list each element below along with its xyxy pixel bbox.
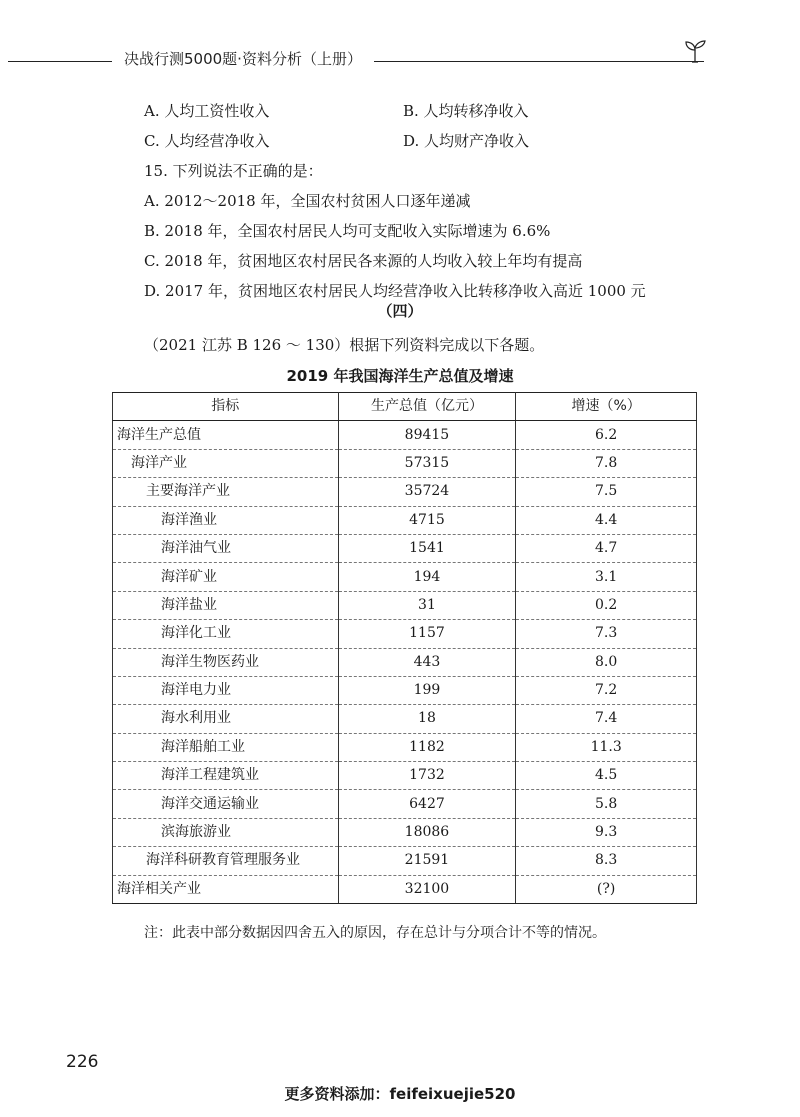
table-row — [113, 506, 697, 534]
row-growth-rate: 5.8 — [516, 790, 697, 818]
table-row — [113, 563, 697, 591]
row-growth-rate: 8.3 — [516, 847, 697, 875]
table-row — [113, 648, 697, 676]
row-output-value: 35724 — [338, 478, 516, 506]
options-row-cd — [144, 126, 704, 156]
option-b: B. 人均转移净收入 — [403, 102, 529, 120]
row-growth-rate: 3.1 — [516, 563, 697, 591]
table-header-row — [113, 393, 697, 421]
table-row — [113, 534, 697, 562]
row-indicator: 海洋生产总值 — [113, 421, 339, 449]
page-header — [0, 38, 800, 78]
option-d: D. 人均财产净收入 — [403, 132, 530, 150]
section-intro: （2021 江苏 B 126 ～ 130）根据下列资料完成以下各题。 — [144, 336, 545, 354]
row-growth-rate: 7.8 — [516, 449, 697, 477]
row-indicator: 海洋交通运输业 — [113, 790, 339, 818]
row-growth-rate: 9.3 — [516, 818, 697, 846]
row-growth-rate: 4.7 — [516, 534, 697, 562]
question-15-option-d: D. 2017 年，贫困地区农村居民人均经营净收入比转移净收入高近 1000 元 — [144, 282, 646, 300]
row-indicator: 海洋化工业 — [113, 620, 339, 648]
question-15-option-a: A. 2012～2018 年，全国农村贫困人口逐年递减 — [144, 192, 471, 210]
row-indicator: 海洋矿业 — [113, 563, 339, 591]
header-growth: 增速（%） — [516, 393, 697, 421]
row-indicator: 海洋油气业 — [113, 534, 339, 562]
row-indicator: 海洋生物医药业 — [113, 648, 339, 676]
question-15-option-c: C. 2018 年，贫困地区农村居民各来源的人均收入较上年均有提高 — [144, 252, 583, 270]
table-row — [113, 591, 697, 619]
row-output-value: 194 — [338, 563, 516, 591]
options-row-ab — [144, 96, 704, 126]
row-indicator: 海洋产业 — [113, 449, 339, 477]
row-growth-rate: 6.2 — [516, 421, 697, 449]
row-growth-rate: 7.3 — [516, 620, 697, 648]
table-row — [113, 875, 697, 903]
row-indicator: 海洋盐业 — [113, 591, 339, 619]
row-indicator: 海洋相关产业 — [113, 875, 339, 903]
row-growth-rate: 7.4 — [516, 705, 697, 733]
row-output-value: 443 — [338, 648, 516, 676]
question-15-option-b: B. 2018 年，全国农村居民人均可支配收入实际增速为 6.6% — [144, 222, 551, 240]
row-output-value: 57315 — [338, 449, 516, 477]
row-growth-rate: 7.2 — [516, 676, 697, 704]
table-row — [113, 478, 697, 506]
table-row — [113, 676, 697, 704]
table-row — [113, 620, 697, 648]
section-title: （四） — [377, 302, 423, 320]
table-row — [113, 733, 697, 761]
row-indicator: 主要海洋产业 — [113, 478, 339, 506]
row-indicator: 海洋船舶工业 — [113, 733, 339, 761]
row-growth-rate: 4.4 — [516, 506, 697, 534]
row-indicator: 海水利用业 — [113, 705, 339, 733]
row-output-value: 31 — [338, 591, 516, 619]
row-growth-rate: 0.2 — [516, 591, 697, 619]
row-output-value: 199 — [338, 676, 516, 704]
question-block — [144, 96, 704, 306]
row-output-value: 89415 — [338, 421, 516, 449]
table-row — [113, 847, 697, 875]
row-growth-rate: 7.5 — [516, 478, 697, 506]
row-output-value: 4715 — [338, 506, 516, 534]
table-row — [113, 421, 697, 449]
table-title: 2019 年我国海洋生产总值及增速 — [286, 367, 514, 385]
row-output-value: 18 — [338, 705, 516, 733]
table-row — [113, 705, 697, 733]
row-output-value: 1182 — [338, 733, 516, 761]
row-growth-rate: (?) — [516, 875, 697, 903]
row-output-value: 21591 — [338, 847, 516, 875]
row-indicator: 海洋工程建筑业 — [113, 762, 339, 790]
row-growth-rate: 4.5 — [516, 762, 697, 790]
table-row — [113, 818, 697, 846]
sprout-icon — [682, 38, 708, 64]
option-a: A. 人均工资性收入 — [144, 102, 270, 120]
row-indicator: 滨海旅游业 — [113, 818, 339, 846]
row-output-value: 1157 — [338, 620, 516, 648]
table-note: 注：此表中部分数据因四舍五入的原因，存在总计与分项合计不等的情况。 — [144, 925, 606, 941]
row-output-value: 1541 — [338, 534, 516, 562]
watermark-text: 更多资料添加：feifeixuejie520 — [284, 1085, 516, 1103]
header-indicator: 指标 — [113, 393, 339, 421]
row-indicator: 海洋渔业 — [113, 506, 339, 534]
row-output-value: 1732 — [338, 762, 516, 790]
row-growth-rate: 11.3 — [516, 733, 697, 761]
row-output-value: 18086 — [338, 818, 516, 846]
page-number: 226 — [66, 1052, 99, 1072]
marine-output-table — [112, 392, 697, 904]
header-title: 决战行测5000题·资料分析（上册） — [112, 48, 374, 69]
table-row — [113, 449, 697, 477]
row-output-value: 6427 — [338, 790, 516, 818]
table-row — [113, 762, 697, 790]
option-c: C. 人均经营净收入 — [144, 132, 270, 150]
header-output: 生产总值（亿元） — [338, 393, 516, 421]
row-growth-rate: 8.0 — [516, 648, 697, 676]
table-row — [113, 790, 697, 818]
row-output-value: 32100 — [338, 875, 516, 903]
row-indicator: 海洋科研教育管理服务业 — [113, 847, 339, 875]
row-indicator: 海洋电力业 — [113, 676, 339, 704]
question-15-stem: 15. 下列说法不正确的是： — [144, 162, 323, 180]
